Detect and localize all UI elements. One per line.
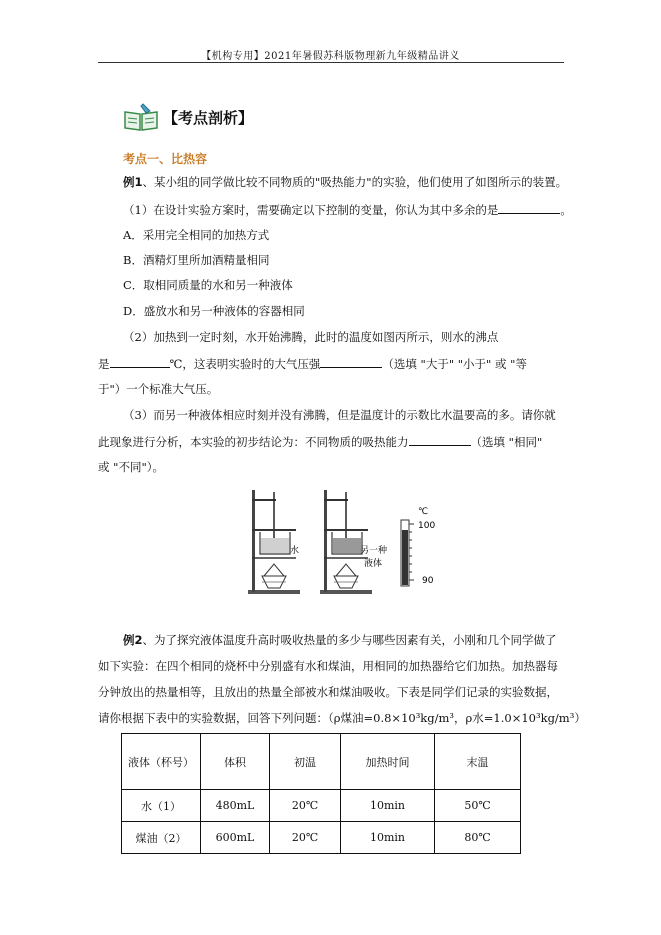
option-a: A．采用完全相同的加热方式	[123, 228, 270, 242]
thermo-100: 100	[418, 521, 436, 531]
ex1-q2-line1: （2）加热到一定时刻，水开始沸腾，此时的温度如图丙所示，则水的沸点	[123, 330, 499, 344]
ex1-q1-text: （1）在设计实验方案时，需要确定以下控制的变量，你认为其中多余的是	[123, 203, 499, 217]
ex1-q1-end: 。	[560, 203, 572, 217]
header-divider	[98, 62, 564, 63]
apparatus-water	[248, 490, 300, 594]
thermo-90: 90	[422, 576, 434, 586]
ex2-line4: 请你根据下表中的实验数据，回答下列问题：（ρ煤油=0.8×10³kg/m³，ρ水=1.0×10³kg/m³）	[98, 711, 586, 725]
data-table	[121, 733, 521, 854]
cell: 10min	[341, 822, 435, 854]
table-row	[122, 822, 521, 854]
ex1-stem	[123, 174, 567, 190]
label-other-1: 另一种	[360, 546, 388, 556]
ex1-q3-line3: 或 "不同"）。	[98, 460, 164, 474]
page-header: 【机构专用】2021年暑假苏科版物理新九年级精品讲义	[201, 51, 460, 62]
th-final-temp: 末温	[435, 734, 521, 790]
cell: 水（1）	[122, 790, 201, 822]
option-d: D．盛放水和另一种液体的容器相同	[123, 304, 305, 318]
ex2-line1	[123, 632, 557, 648]
th-heat-time: 加热时间	[341, 734, 435, 790]
ex1-q3-line1: （3）而另一种液体相应时刻并没有沸腾，但是温度计的示数比水温要高的多。请你就	[123, 408, 556, 422]
label-other-2: 液体	[364, 559, 383, 569]
ex1-q3-b2: （选填 "相同"	[470, 435, 543, 449]
cell: 600mL	[201, 822, 270, 854]
ex1-q3-b1: 此现象进行分析，本实验的初步结论为：不同物质的吸热能力	[98, 435, 409, 449]
cell: 10min	[341, 790, 435, 822]
ex2-line3: 分钟放出的热量相等，且放出的热量全部被水和煤油吸收。下表是同学们记录的实验数据，	[98, 685, 558, 699]
book-pencil-icon	[123, 102, 159, 132]
experiment-figure	[240, 486, 440, 598]
ex1-label: 例1	[123, 175, 143, 189]
th-liquid: 液体（杯号）	[122, 734, 201, 790]
cell: 80℃	[435, 822, 521, 854]
table-header-row	[122, 734, 521, 790]
answer-blank-4	[409, 433, 471, 446]
apparatus-other-liquid	[320, 490, 372, 594]
ex2-line2: 如下实验：在四个相同的烧杯中分别盛有水和煤油，用相同的加热器给它们加热。加热器每	[98, 659, 558, 673]
ex1-q2-line2	[98, 355, 527, 372]
answer-blank-2	[110, 355, 170, 368]
cell: 20℃	[270, 822, 341, 854]
cell: 480mL	[201, 790, 270, 822]
ex1-q2-b2: ℃，这表明实验时的大气压强	[169, 357, 321, 371]
section-heading	[123, 102, 253, 132]
cell: 20℃	[270, 790, 341, 822]
ex2-l1: 、为了探究液体温度升高时吸收热量的多少与哪些因素有关，小刚和几个同学做了	[142, 633, 557, 647]
thermometer	[401, 520, 414, 586]
kaodian-title: 考点一、比热容	[123, 152, 208, 166]
answer-blank-3	[320, 355, 382, 368]
cell: 煤油（2）	[122, 822, 201, 854]
ex1-q2-b1: 是	[98, 357, 110, 371]
option-c: C．取相同质量的水和另一种液体	[123, 278, 293, 292]
cell: 50℃	[435, 790, 521, 822]
section-title: 【考点剖析】	[163, 108, 254, 127]
thermo-unit: ℃	[418, 507, 429, 517]
th-initial-temp: 初温	[270, 734, 341, 790]
label-water: 水	[290, 546, 300, 556]
ex1-stem-text: 、某小组的同学做比较不同物质的"吸热能力"的实验，他们使用了如图所示的装置。	[142, 175, 568, 189]
ex2-label: 例2	[123, 633, 143, 647]
table-row	[122, 790, 521, 822]
answer-blank-1	[498, 201, 560, 214]
ex1-q2-line3: 于"）一个标准大气压。	[98, 382, 219, 396]
option-b: B．酒精灯里所加酒精量相同	[123, 253, 270, 267]
ex1-q3-line2	[98, 433, 542, 450]
ex1-q2-b3: （选填 "大于" "小于" 或 "等	[382, 357, 527, 371]
ex1-q1	[123, 201, 572, 218]
th-volume: 体积	[201, 734, 270, 790]
